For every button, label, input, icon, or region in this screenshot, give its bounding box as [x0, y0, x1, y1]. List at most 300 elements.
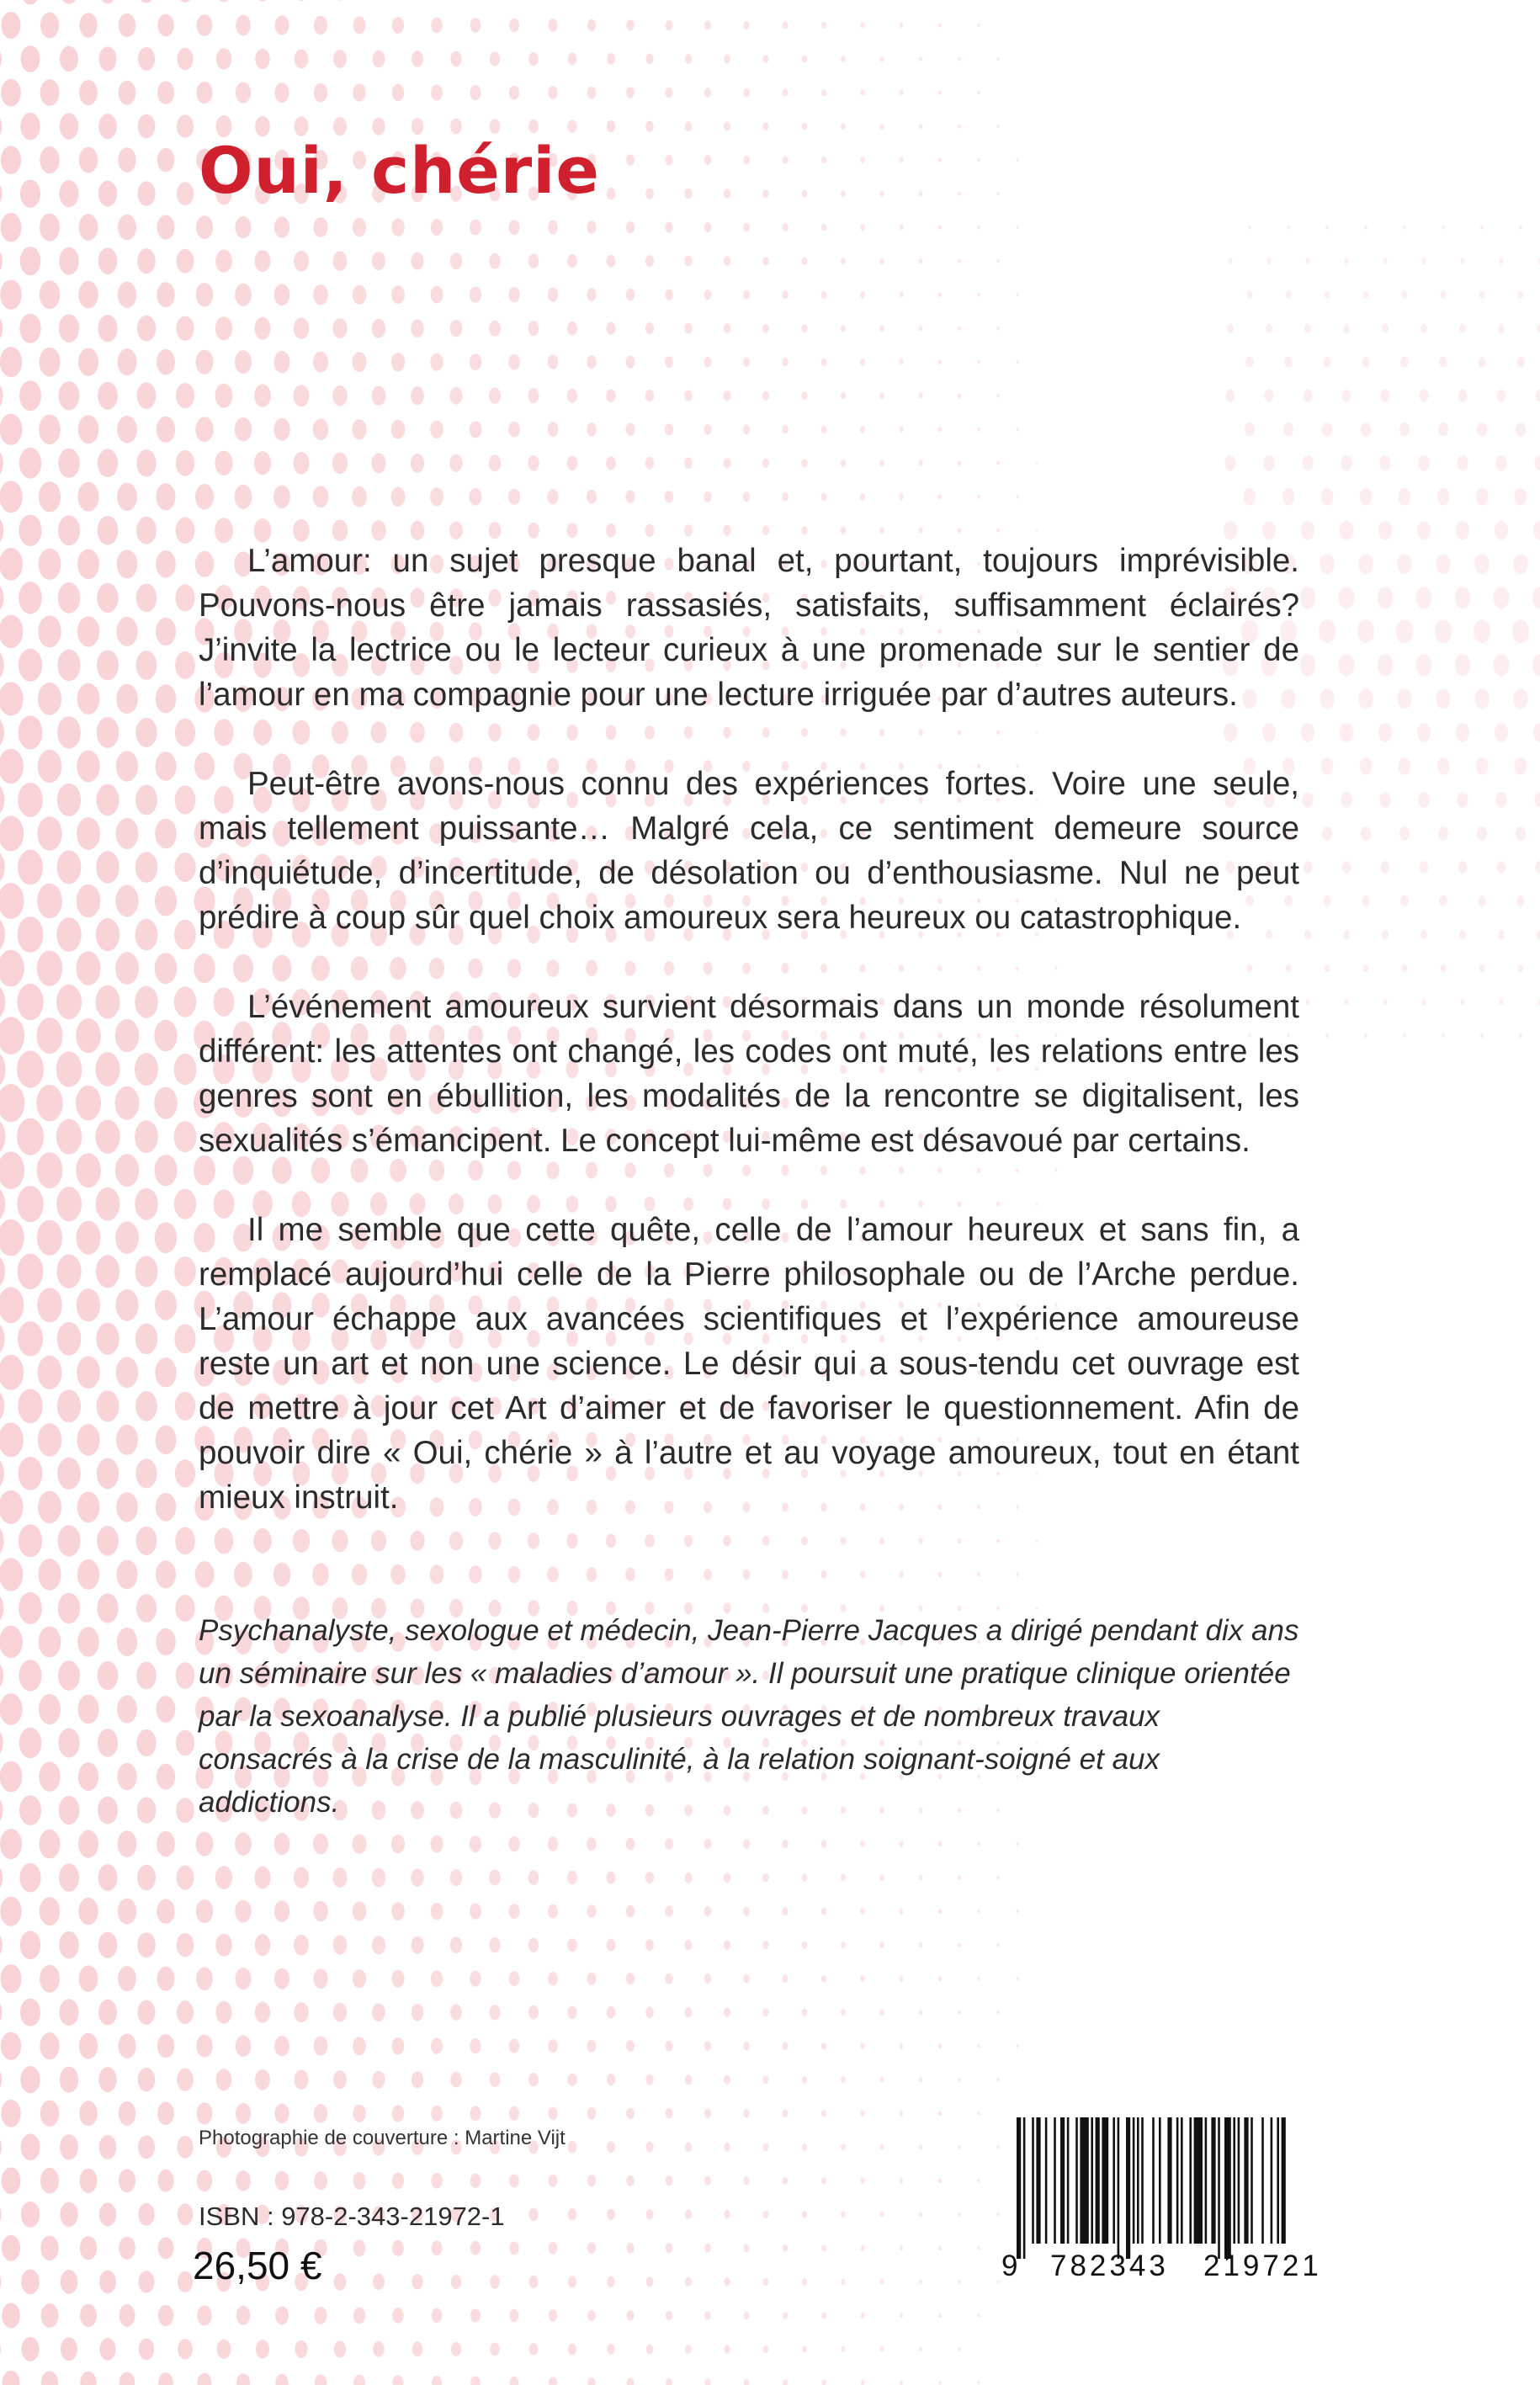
- dot: [802, 2143, 807, 2151]
- dot: [117, 416, 137, 444]
- dot: [0, 481, 23, 513]
- dot: [98, 2067, 116, 2092]
- barcode-bar: [1211, 2117, 1215, 2244]
- dot: [879, 459, 884, 466]
- dot: [1344, 258, 1348, 264]
- dot: [1383, 258, 1387, 264]
- dot: [60, 2202, 77, 2227]
- dot: [587, 1837, 597, 1851]
- dot: [1361, 422, 1371, 437]
- dot: [626, 423, 635, 436]
- dot: [432, 2240, 443, 2255]
- dot: [1397, 554, 1411, 574]
- dot: [314, 2037, 328, 2056]
- dot: [136, 584, 157, 613]
- dot: [528, 523, 539, 539]
- dot: [41, 2303, 59, 2328]
- dot: [626, 1973, 635, 1984]
- dot: [274, 1968, 289, 1989]
- dot: [802, 190, 808, 198]
- barcode-bar: [1054, 2117, 1056, 2244]
- dot: [216, 0, 231, 2]
- dot: [1287, 225, 1290, 230]
- dot: [119, 2237, 135, 2260]
- dot: [821, 22, 826, 29]
- dot: [175, 1595, 194, 1622]
- dot: [684, 323, 692, 334]
- dot: [763, 2345, 768, 2353]
- dot: [1457, 792, 1468, 808]
- dot: [135, 785, 157, 815]
- dot: [353, 2172, 366, 2190]
- dot: [1357, 619, 1374, 643]
- dot: [724, 2210, 730, 2218]
- dot: [704, 289, 712, 300]
- dot: [743, 2109, 749, 2117]
- dot: [1495, 455, 1506, 471]
- dot: [0, 447, 3, 479]
- barcode-bar: [1126, 2117, 1130, 2259]
- dot: [332, 385, 348, 406]
- dot: [510, 2377, 519, 2385]
- dot: [743, 358, 750, 367]
- dot: [1286, 291, 1292, 299]
- dot: [997, 57, 1000, 61]
- dot: [938, 90, 942, 95]
- dot: [978, 2381, 980, 2384]
- dot: [490, 2275, 500, 2288]
- dot: [762, 2075, 768, 2084]
- dot: [1478, 357, 1485, 368]
- dot: [645, 54, 653, 65]
- dot: [919, 2212, 922, 2217]
- dot: [704, 2176, 711, 2186]
- dot: [334, 2340, 346, 2357]
- dot: [1378, 521, 1392, 539]
- dot: [154, 1087, 178, 1119]
- dot: [548, 2107, 557, 2121]
- dot: [841, 459, 847, 467]
- dot: [19, 1457, 43, 1490]
- dot: [996, 1943, 999, 1947]
- dot: [392, 2240, 404, 2256]
- dot: [548, 220, 558, 235]
- dot: [744, 2244, 750, 2252]
- dot: [217, 2340, 231, 2359]
- dot: [821, 426, 827, 433]
- dot: [704, 2311, 711, 2319]
- dot: [17, 1186, 43, 1222]
- dot: [136, 1594, 157, 1623]
- dot: [1382, 930, 1389, 939]
- dot: [56, 1255, 81, 1289]
- dot: [99, 0, 116, 3]
- dot: [666, 2175, 673, 2186]
- dot: [1400, 357, 1408, 368]
- dot: [175, 584, 194, 611]
- dot: [136, 651, 157, 680]
- dot: [333, 1936, 348, 1955]
- dot: [568, 2074, 577, 2086]
- barcode-bar: [1060, 2117, 1065, 2244]
- dot: [470, 220, 481, 236]
- dot: [977, 158, 980, 162]
- dot: [432, 2308, 443, 2324]
- dot: [177, 249, 194, 274]
- dot: [0, 1897, 21, 1926]
- dot: [743, 290, 750, 300]
- dot: [1340, 521, 1353, 539]
- dot: [821, 2244, 826, 2251]
- dot: [97, 1593, 118, 1623]
- dot: [626, 154, 635, 166]
- dot: [958, 460, 961, 465]
- dot: [40, 2236, 58, 2261]
- dot: [41, 2371, 58, 2385]
- dot: [215, 1866, 232, 1889]
- dot: [743, 1907, 750, 1916]
- dot: [938, 1841, 942, 1846]
- dot: [353, 285, 367, 305]
- dot: [529, 2276, 539, 2288]
- dot: [98, 1729, 118, 1757]
- dot: [685, 54, 692, 64]
- price-text: 26,50 €: [193, 2244, 322, 2287]
- dot: [606, 456, 616, 470]
- dot: [38, 750, 62, 783]
- dot: [2, 2167, 21, 2194]
- dot: [157, 1967, 175, 1991]
- dot: [1227, 324, 1234, 333]
- dot: [977, 24, 980, 28]
- dot: [783, 1974, 789, 1983]
- barcode-bar: [1017, 2117, 1021, 2259]
- dot: [469, 1565, 482, 1584]
- dot: [157, 2170, 173, 2192]
- dot: [1382, 324, 1389, 333]
- dot: [1417, 521, 1431, 539]
- dot: [0, 1693, 23, 1725]
- dot: [235, 485, 252, 509]
- dot: [587, 87, 597, 99]
- dot: [470, 2174, 481, 2188]
- dot: [0, 45, 2, 73]
- dot: [1399, 826, 1410, 841]
- dot: [1400, 895, 1408, 906]
- barcode-bar: [1181, 2117, 1183, 2244]
- dot: [392, 84, 405, 101]
- dot: [235, 1900, 251, 1923]
- dot: [56, 1119, 82, 1155]
- dot: [684, 524, 693, 536]
- dot: [919, 460, 923, 466]
- dot: [860, 1908, 865, 1915]
- dot: [157, 81, 174, 104]
- dot: [38, 1491, 61, 1524]
- dot: [371, 453, 385, 473]
- dot: [1, 2100, 20, 2127]
- dot: [273, 1563, 291, 1587]
- dot: [470, 1971, 481, 1987]
- dot: [412, 2342, 423, 2357]
- dot: [0, 1355, 24, 1390]
- dot: [95, 1052, 119, 1086]
- dot: [646, 2276, 654, 2287]
- dot: [567, 523, 578, 538]
- dot: [996, 2078, 999, 2081]
- dot: [116, 1425, 138, 1455]
- dot: [58, 515, 80, 545]
- dot: [1361, 826, 1371, 841]
- dot: [451, 2275, 461, 2289]
- dot: [1245, 357, 1253, 368]
- dot: [919, 2347, 922, 2351]
- dot: [177, 114, 194, 137]
- dot: [391, 487, 406, 507]
- dot: [254, 451, 271, 475]
- dot: [666, 88, 673, 98]
- dot: [626, 2108, 635, 2119]
- dot: [372, 2071, 385, 2089]
- dot: [645, 457, 655, 470]
- dot: [156, 550, 176, 578]
- dot: [19, 1660, 42, 1691]
- barcode-bar: [1096, 2117, 1100, 2244]
- dot: [1017, 1977, 1019, 1980]
- dot: [57, 1322, 82, 1356]
- dot: [138, 2203, 154, 2226]
- dot: [1396, 619, 1413, 643]
- dot: [1456, 521, 1469, 539]
- dot: [21, 2202, 40, 2228]
- dot: [138, 2000, 156, 2025]
- dot: [723, 525, 730, 536]
- dot: [528, 2073, 539, 2086]
- dot: [1480, 225, 1484, 230]
- dot: [136, 1662, 157, 1690]
- dot: [157, 282, 174, 307]
- dot: [977, 1977, 980, 1981]
- dot: [21, 45, 40, 72]
- dot: [155, 1357, 176, 1387]
- dot: [353, 2037, 366, 2055]
- dot: [19, 1795, 41, 1825]
- dot: [431, 1903, 443, 1920]
- barcode-bar: [1080, 2117, 1088, 2244]
- dot: [860, 2178, 864, 2184]
- dot: [489, 321, 501, 337]
- dot: [56, 917, 81, 952]
- dot: [762, 2008, 768, 2016]
- dot: [195, 484, 214, 510]
- dot: [1325, 1033, 1329, 1038]
- dot: [391, 1970, 404, 1988]
- dot: [743, 2176, 749, 2185]
- dot: [958, 56, 961, 61]
- back-cover-blurb: [199, 539, 1299, 1564]
- dot: [215, 384, 233, 408]
- dot: [391, 1835, 405, 1853]
- dot: [665, 1568, 674, 1580]
- dot: [509, 86, 519, 100]
- dot: [958, 2145, 961, 2149]
- dot: [256, 0, 270, 2]
- dot: [77, 482, 98, 512]
- dot: [392, 17, 404, 34]
- dot: [77, 884, 101, 918]
- barcode-bar: [1159, 2117, 1161, 2244]
- dot: [21, 2270, 40, 2295]
- dot: [802, 2009, 808, 2016]
- dot: [938, 1976, 942, 1981]
- dot: [587, 2107, 596, 2120]
- dot: [470, 287, 481, 303]
- dot: [353, 2105, 365, 2122]
- dot: [118, 2034, 135, 2058]
- dot: [548, 1972, 558, 1985]
- dot: [743, 1570, 751, 1580]
- dot: [548, 86, 557, 99]
- dot: [861, 2313, 865, 2319]
- dot: [1360, 488, 1373, 506]
- dot: [666, 2311, 672, 2320]
- dot: [58, 449, 79, 478]
- dot: [116, 751, 138, 781]
- dot: [78, 1898, 98, 1925]
- dot: [919, 1942, 923, 1947]
- dot: [235, 417, 252, 441]
- dot: [117, 550, 138, 578]
- dot: [0, 1151, 24, 1189]
- dot: [0, 815, 24, 851]
- dot: [450, 119, 462, 135]
- dot: [762, 459, 769, 468]
- dot: [1036, 461, 1038, 465]
- dot: [156, 752, 177, 781]
- dot: [352, 1564, 368, 1586]
- dot: [98, 1864, 118, 1891]
- dot: [996, 529, 1000, 533]
- dot: [135, 1053, 158, 1086]
- dot: [1537, 930, 1540, 939]
- dot: [0, 280, 21, 310]
- dot: [256, 2340, 269, 2358]
- dot: [135, 1458, 157, 1488]
- dot: [431, 2173, 442, 2189]
- dot: [57, 783, 81, 816]
- dot: [880, 2212, 884, 2218]
- dot: [841, 2212, 845, 2218]
- dot: [1017, 1910, 1019, 1913]
- dot: [549, 2175, 558, 2187]
- dot: [938, 2246, 942, 2250]
- dot: [98, 449, 118, 477]
- dot: [919, 2010, 923, 2015]
- dot: [430, 353, 443, 371]
- dot: [0, 1761, 22, 1793]
- dot: [958, 2347, 960, 2351]
- dot: [1381, 861, 1390, 874]
- dot: [743, 21, 749, 29]
- dot: [0, 1219, 24, 1256]
- dot: [997, 2145, 1000, 2149]
- dot: [860, 426, 865, 433]
- dot: [958, 125, 961, 129]
- dot: [135, 1256, 158, 1287]
- dot: [919, 2144, 922, 2149]
- dot: [919, 393, 923, 399]
- dot: [1016, 1842, 1018, 1846]
- dot: [234, 1562, 252, 1587]
- dot: [37, 816, 61, 851]
- dot: [175, 785, 196, 814]
- dot: [900, 2245, 903, 2250]
- dot: [0, 1795, 3, 1826]
- dot: [782, 223, 788, 231]
- dot: [1403, 225, 1406, 230]
- dot: [195, 417, 213, 442]
- dot: [0, 246, 3, 276]
- dot: [568, 2208, 576, 2220]
- dot: [37, 1288, 62, 1322]
- dot: [821, 157, 826, 164]
- dot: [470, 421, 482, 438]
- dot: [411, 319, 423, 337]
- dot: [880, 2279, 884, 2284]
- dot: [175, 719, 195, 747]
- dot: [77, 751, 99, 783]
- dot: [821, 492, 827, 501]
- dot: [783, 2379, 788, 2385]
- dot: [97, 583, 118, 613]
- dot: [135, 986, 157, 1018]
- dot: [548, 355, 558, 369]
- dot: [352, 419, 366, 439]
- dot: [39, 415, 61, 445]
- dot: [115, 952, 139, 985]
- dot: [196, 1899, 213, 1923]
- dot: [1383, 999, 1387, 1005]
- dot: [115, 1289, 138, 1321]
- dot: [156, 684, 177, 713]
- dot: [274, 217, 289, 238]
- dot: [587, 2040, 597, 2053]
- dot: [918, 528, 922, 534]
- dot: [1477, 422, 1487, 437]
- dot: [17, 984, 43, 1020]
- dot: [118, 1830, 137, 1857]
- dot: [1474, 554, 1489, 574]
- dot: [841, 2346, 845, 2352]
- dot: [470, 2308, 481, 2322]
- dot: [958, 2011, 961, 2015]
- dot: [1304, 861, 1313, 874]
- dot: [235, 350, 252, 374]
- dot: [1495, 521, 1508, 539]
- dot: [1321, 757, 1334, 775]
- dot: [821, 1908, 826, 1915]
- dot: [1537, 324, 1540, 333]
- dot: [1416, 654, 1432, 676]
- dot: [1402, 964, 1408, 972]
- dot: [60, 2067, 78, 2093]
- dot: [136, 1729, 156, 1756]
- dot: [313, 419, 328, 441]
- dot: [58, 1660, 80, 1691]
- dot: [18, 1389, 42, 1423]
- dot: [314, 2171, 327, 2190]
- dot: [60, 2134, 78, 2159]
